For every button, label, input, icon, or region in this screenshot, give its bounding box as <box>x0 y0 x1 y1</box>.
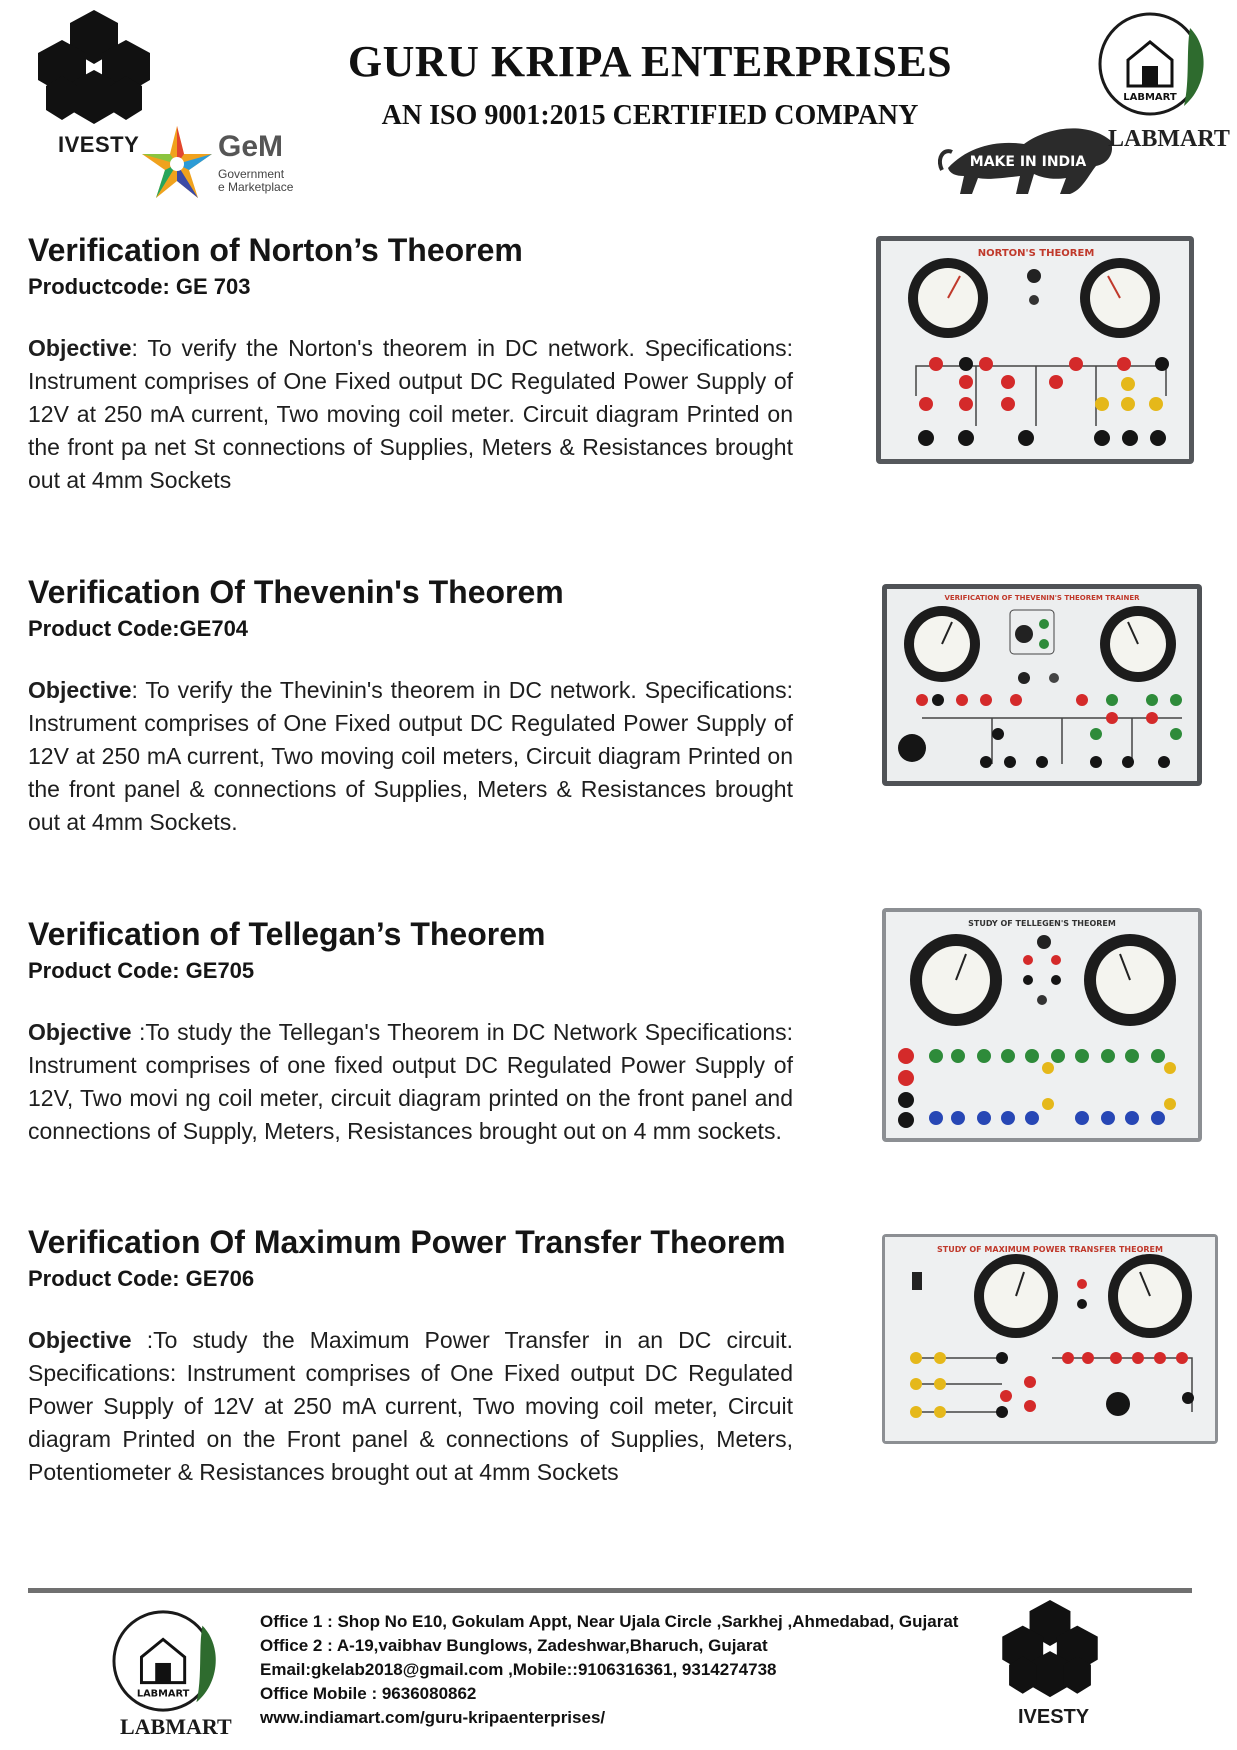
gem-subtitle <box>218 168 293 194</box>
product-thevenin <box>28 570 793 839</box>
thevenin-trainer-image <box>882 584 1202 786</box>
max-power-trainer-image <box>882 1234 1218 1444</box>
objective-label: Objective <box>28 1327 132 1353</box>
office-1-address: Office 1 : Shop No E10, Gokulam Appt, Near Ujala Circle ,Sarkhej ,Ahmedabad, Gujarat <box>260 1612 959 1631</box>
objective-text: : To verify the Norton's theorem in DC network. <box>131 335 635 361</box>
product-max-power <box>28 1220 793 1489</box>
product-tellegan <box>28 912 793 1148</box>
product-title: Verification of Norton’s Theorem <box>28 232 523 268</box>
product-code: Product Code: GE705 <box>28 958 255 983</box>
product-description <box>28 674 793 839</box>
panel-label: STUDY OF TELLEGEN'S THEOREM <box>968 919 1116 928</box>
footer-divider <box>28 1588 1192 1593</box>
objective-label: Objective <box>28 677 132 703</box>
footer-badge-label: LABMART <box>136 1688 190 1700</box>
product-description <box>28 332 793 497</box>
product-code: Product Code:GE704 <box>28 616 249 641</box>
ivesty-logo-icon <box>38 10 150 132</box>
specifications-text: Specifications: Instrument comprises of One Fixed output DC Regulated Power Supply of 12V at 250 mA current, Two moving coil meter, Circuit diagram Printed on the Front panel & connections of Supplies, Meters, Potentiometer & Resistances brought out at 4mm Sockets <box>28 1360 793 1485</box>
specifications-text: Specifications: Instrument comprises of One Fixed output DC Regulated Power Supply of 12V at 250 mA current, Two moving coil meter. Circuit diagram Printed on the front pa net St connections of Supplies, Meters & Resistances brought out at 4mm Sockets <box>28 335 794 493</box>
product-description <box>28 1016 793 1148</box>
email-mobile-line: Email:gkelab2018@gmail.com ,Mobile::9106316361, 9314274738 <box>260 1660 777 1679</box>
office-2-address: Office 2 : A-19,vaibhav Bunglows, Zadeshwar,Bharuch, Gujarat <box>260 1636 768 1655</box>
labmart-badge-icon <box>1098 8 1210 120</box>
panel-label: VERIFICATION OF THEVENIN'S THEOREM TRAINER <box>944 594 1140 602</box>
norton-trainer-image <box>876 236 1194 464</box>
footer-ivesty-text: IVESTY <box>1018 1706 1090 1728</box>
certification-line: AN ISO 9001:2015 CERTIFIED COMPANY <box>381 100 919 131</box>
specifications-text: Specifications: Instrument comprises of one fixed output DC Regulated Power Supply of 12V, Two movi ng coil meter, circuit diagram printed on the front panel and connections of Supply, Meters, Resistances brought out on 4 mm sockets. <box>28 1019 794 1144</box>
panel-label: NORTON'S THEOREM <box>977 248 1095 259</box>
badge-labmart-label: LABMART <box>1123 92 1177 103</box>
footer-labmart-text: LABMART <box>120 1714 232 1739</box>
gem-sub-line1: Government <box>218 167 285 181</box>
product-norton <box>28 228 793 497</box>
objective-text: :To study the Tellegan's Theorem in DC Network <box>131 1019 638 1045</box>
objective-label: Objective <box>28 335 132 361</box>
objective-text: : To verify the Thevinin's theorem in DC network. <box>131 677 637 703</box>
product-code: Product Code: GE706 <box>28 1266 255 1291</box>
gem-sub-line2: e Marketplace <box>218 180 294 194</box>
gem-logo <box>140 124 310 202</box>
product-title: Verification Of Thevenin's Theorem <box>28 574 564 610</box>
footer-contact-block <box>260 1610 958 1730</box>
product-title: Verification of Tellegan’s Theorem <box>28 916 546 952</box>
company-name: GURU KRIPA ENTERPRISES <box>347 37 953 86</box>
footer-ivesty-logo-icon <box>1002 1600 1098 1704</box>
product-description <box>28 1324 793 1489</box>
objective-text: :To study the Maximum Power Transfer in an DC circuit. <box>131 1327 793 1353</box>
footer-labmart-badge-icon <box>112 1606 222 1716</box>
make-in-india-lion-icon <box>938 118 1118 198</box>
website-link[interactable]: www.indiamart.com/guru-kripaenterprises/ <box>260 1708 606 1727</box>
specifications-text: Specifications: Instrument comprises of One Fixed output DC Regulated Power Supply of 12V at 250 mA current, Two moving coil meters, Circuit diagram Printed on the front panel & connections of Supplies, Meters & Resistances brought out at 4mm Sockets. <box>28 677 793 835</box>
objective-label: Objective <box>28 1019 132 1045</box>
ivesty-brand-text: IVESTY <box>58 132 140 157</box>
make-in-india-text: MAKE IN INDIA <box>969 154 1087 170</box>
gem-star-icon <box>140 124 214 202</box>
tellegan-trainer-image <box>882 908 1202 1142</box>
gem-title: GeM <box>218 130 284 163</box>
panel-label: STUDY OF MAXIMUM POWER TRANSFER THEOREM <box>937 1245 1163 1254</box>
product-code: Productcode: GE 703 <box>28 274 251 299</box>
labmart-header-text: LABMART <box>1108 126 1230 152</box>
product-title: Verification Of Maximum Power Transfer Theorem <box>28 1224 786 1260</box>
office-mobile-line: Office Mobile : 9636080862 <box>260 1684 477 1703</box>
